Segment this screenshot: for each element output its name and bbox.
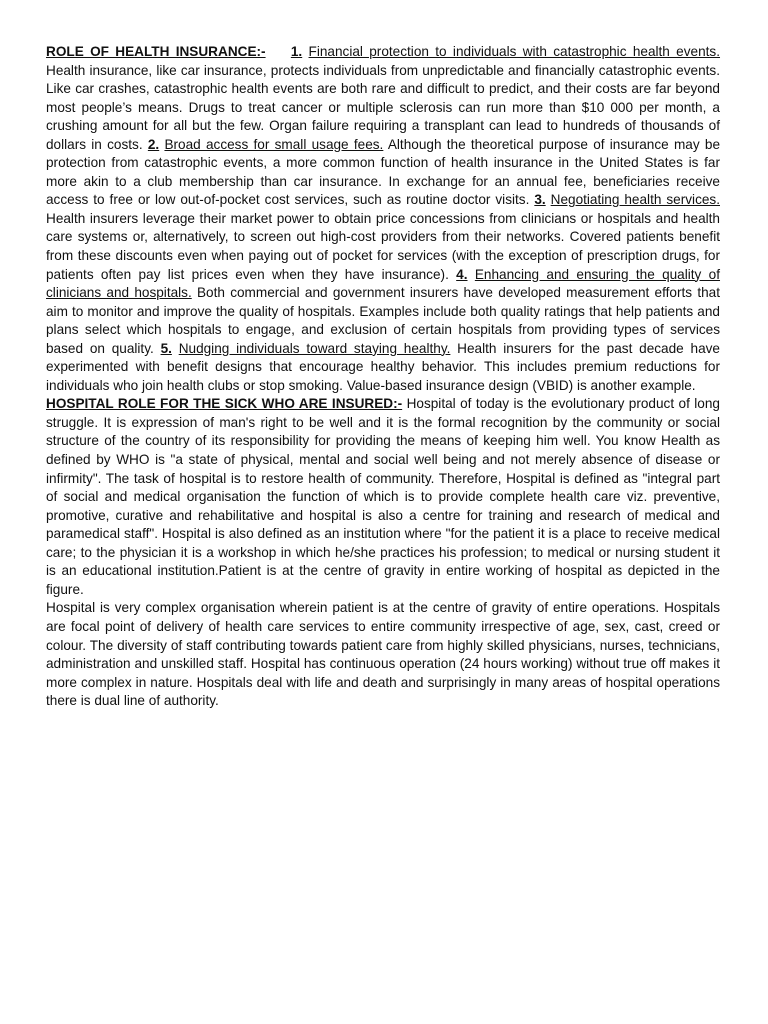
heading-hospital-role: HOSPITAL ROLE FOR THE SICK WHO ARE INSURED:- — [46, 396, 403, 412]
point-3-number: 3. — [534, 192, 546, 208]
point-5-body: Health insurers for the past decade have experimented with benefit designs that encourage healthy behavior. This includes premium reductions for individuals who join health clubs or stop smoking. Value-based insurance design (VBID) is another example. — [46, 340, 720, 393]
point-4-number: 4. — [456, 266, 468, 282]
point-1-number: 1. — [290, 44, 303, 59]
point-4-body: Both commercial and government insurers have developed measurement efforts that aim to monitor and improve the quality of hospitals. Examples include both quality ratings that help patients and plans select which hospitals to engage, and exclusion of certain hospitals from providing types of services based on quality. — [46, 285, 720, 356]
document-page — [46, 43, 720, 711]
paragraph-hospital-complexity — [46, 599, 720, 710]
point-5-title: Nudging individuals toward staying healthy. — [178, 340, 451, 356]
hospital-role-body: Hospital of today is the evolutionary product of long struggle. It is expression of man's right to be well and it is the formal recognition by the community or social structure of the country of its responsibility for providing the means of keeping him well. You know Health as defined by WHO is "a state of physical, mental and social well being and not merely absence of disease or infirmity". The task of hospital is to restore health of community. Therefore, Hospital is defined as "integral part of social and medical organisation the function of which is to provide complete health care viz. preventive, promotive, curative and rehabilitative and hospital is also a centre for training and research of medical and paramedical staff". Hospital is also defined as an institution where "for the patient it is a place to receive medical care; to the physician it is a workshop in which he/she practices his profession; to medical or nursing student it is an educational institution.Patient is at the centre of gravity in entire working of hospital as depicted in the figure. — [46, 396, 720, 597]
point-2-title: Broad access for small usage fees. — [164, 136, 384, 152]
paragraph-hospital-role — [46, 395, 720, 599]
point-1-title: Financial protection to individuals with catastrophic health events. — [308, 44, 721, 59]
point-5-number: 5. — [160, 340, 172, 356]
point-4-title: Enhancing and ensuring the quality of clinicians and hospitals. — [46, 266, 721, 301]
point-2-number: 2. — [147, 136, 160, 152]
point-3-body: Health insurers leverage their market power to obtain price concessions from clinicians or hospitals and health care systems or, alternatively, to screen out high-cost providers from their networks. Covered patients benefit from these discounts even when paying out of pocket for services (with the exception of prescription drugs, for patients often pay list prices even when they have insurance). — [46, 210, 720, 282]
paragraph-role-of-health-insurance — [46, 43, 720, 395]
point-3-title: Negotiating health services. — [550, 192, 720, 208]
hospital-complexity-body: Hospital is very complex organisation wherein patient is at the centre of gravity of entire operations. Hospitals are focal point of delivery of health care services to entire community irrespective of age, sex, cast, creed or colour. The diversity of staff contributing towards patient care from highly skilled physicians, nurses, technicians, administration and unskilled staff. Hospital has continuous operation (24 hours working) without true off makes it more complex in nature. Hospitals deal with life and death and surprisingly in many areas of hospital operations there is dual line of authority. — [46, 600, 720, 709]
point-1-body: Health insurance, like car insurance, protects individuals from unpredictable and financially catastrophic events. Like car crashes, catastrophic health events are both rare and difficult to predict, and their costs are far beyond most people’s means. Drugs to treat cancer or multiple sclerosis can run more than $10 000 per month, a crushing amount for all but the few. Organ failure requiring a transplant can lead to hundreds of thousands of dollars in costs. — [46, 62, 720, 152]
heading-role-of-health-insurance: ROLE OF HEALTH INSURANCE:- — [46, 44, 266, 59]
point-2-body: Although the theoretical purpose of insurance may be protection from catastrophic events, a more common function of health insurance in the United States is far more akin to a club membership than car insurance. In exchange for an annual fee, beneficiaries receive access to free or low out-of-pocket cost services, such as routine doctor visits. — [46, 136, 721, 208]
